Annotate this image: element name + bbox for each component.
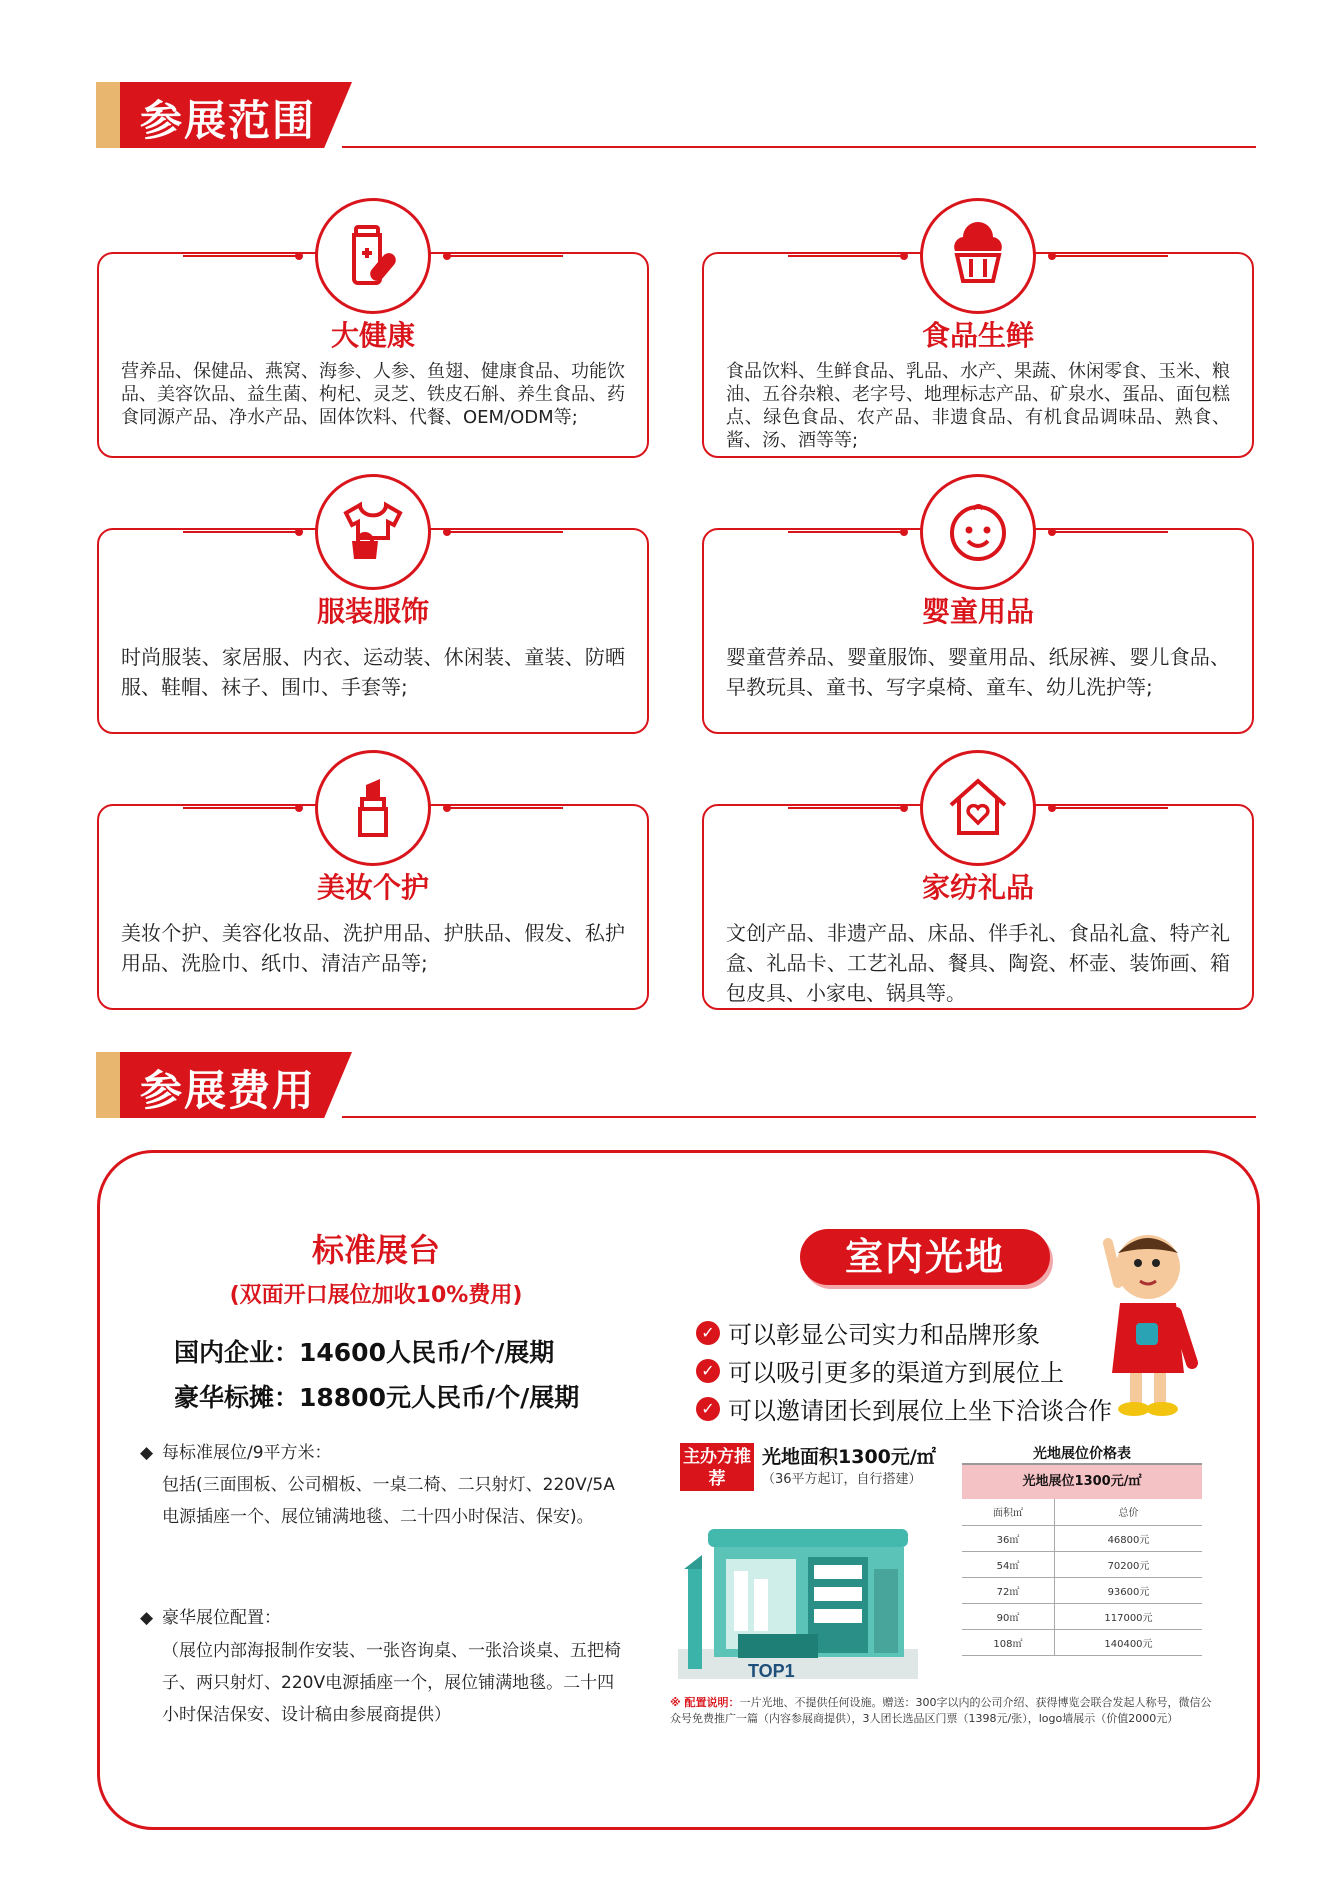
category-icon-food — [920, 198, 1036, 314]
price-table — [962, 1443, 1202, 1656]
medicine-icon — [338, 221, 408, 291]
category-icon-baby — [920, 474, 1036, 590]
table-row — [962, 1499, 1202, 1525]
feature-item — [696, 1353, 1064, 1388]
category-desc: 文创产品、非遗产品、床品、伴手礼、食品礼盒、特产礼盒、礼品卡、工艺礼品、餐具、陶瓷、杯壶、装饰画、箱包皮具、小家电、锅具等。 — [726, 921, 1230, 1005]
price-table-header: 光地展位1300元/㎡ — [962, 1465, 1202, 1499]
header-underline — [342, 1116, 1256, 1118]
col-header-total: 总价 — [1054, 1499, 1202, 1525]
cell-area: 90㎡ — [962, 1603, 1054, 1629]
config-note-text: 一片光地、不提供任何设施。赠送：300字以内的公司介绍、获得博览会联合发起人称号，微信公众号免费推广一篇（内容参展商提供），3人团长选品区门票（1398元/张），logo墙展示（价值2000元） — [670, 1696, 1212, 1725]
check-icon: ✓ — [696, 1359, 720, 1383]
indoor-title-pill: 室内光地 — [800, 1229, 1050, 1285]
bullet-title: 每标准展位/9平方米： — [162, 1443, 332, 1463]
standard-booth-title: 标准展台 — [311, 1231, 440, 1269]
cell-area: 36㎡ — [962, 1525, 1054, 1551]
booth-illustration — [678, 1499, 924, 1689]
category-desc: 美妆个护、美容化妆品、洗护用品、护肤品、假发、私护用品、洗脸巾、纸巾、清洁产品等; — [121, 921, 625, 975]
house-heart-icon — [943, 773, 1013, 843]
area-price-note: （36平方起订，自行搭建） — [762, 1472, 922, 1487]
category-name: 婴童用品 — [921, 595, 1034, 628]
price-luxury: 豪华标摊：18800元人民币/个/展期 — [174, 1383, 580, 1412]
mascot-figure — [1090, 1223, 1200, 1423]
clothing-icon — [338, 497, 408, 567]
check-icon: ✓ — [696, 1321, 720, 1345]
category-icon-beauty — [315, 750, 431, 866]
feature-item — [696, 1391, 1112, 1426]
feature-text: 可以彰显公司实力和品牌形象 — [728, 1321, 1040, 1349]
feature-text: 可以邀请团长到展位上坐下洽谈合作 — [728, 1397, 1112, 1425]
cell-total: 140400元 — [1054, 1629, 1202, 1655]
category-name: 大健康 — [330, 319, 415, 352]
section-title: 参展范围 — [140, 96, 317, 145]
cell-area: 54㎡ — [962, 1551, 1054, 1577]
section-header-scope — [96, 82, 1256, 148]
category-name: 服装服饰 — [316, 595, 429, 628]
section-title: 参展费用 — [140, 1066, 317, 1115]
feature-text: 可以吸引更多的渠道方到展位上 — [728, 1359, 1064, 1387]
category-desc: 婴童营养品、婴童服饰、婴童用品、纸尿裤、婴儿食品、早教玩具、童书、写字桌椅、童车、幼儿洗护等; — [726, 645, 1230, 699]
category-icon-apparel — [315, 474, 431, 590]
bullet-standard-body: 包括(三面围板、公司楣板、一桌二椅、二只射灯、220V/5A电源插座一个、展位铺满地毯、二十四小时保洁、保安)。 — [162, 1475, 615, 1527]
baby-face-icon — [943, 497, 1013, 567]
price-table-grid — [962, 1499, 1202, 1656]
cell-total: 70200元 — [1054, 1551, 1202, 1577]
col-header-area: 面积㎡ — [962, 1499, 1054, 1525]
category-icon-home — [920, 750, 1036, 866]
cell-total: 46800元 — [1054, 1525, 1202, 1551]
category-name: 家纺礼品 — [921, 871, 1034, 904]
table-row — [962, 1577, 1202, 1603]
table-row — [962, 1603, 1202, 1629]
header-underline — [342, 146, 1256, 148]
bullet-luxury — [140, 1603, 281, 1634]
booth-label: TOP1 — [748, 1661, 795, 1681]
config-note — [670, 1695, 1220, 1727]
cupcake-icon — [943, 221, 1013, 291]
category-desc: 营养品、保健品、燕窝、海参、人参、鱼翅、健康食品、功能饮品、美容饮品、益生菌、枸杞、灵芝、铁皮石斛、养生食品、药食同源产品、净水产品、固体饮料、代餐、OEM/ODM等; — [121, 361, 625, 428]
cell-area: 72㎡ — [962, 1577, 1054, 1603]
diamond-bullet-icon: ◆ — [140, 1443, 154, 1463]
category-name: 美妆个护 — [316, 871, 429, 904]
check-icon: ✓ — [696, 1397, 720, 1421]
area-price-title: 光地面积1300元/㎡ — [762, 1446, 936, 1468]
category-desc: 食品饮料、生鲜食品、乳品、水产、果蔬、休闲零食、玉米、粮油、五谷杂粮、老字号、地理标志产品、矿泉水、蛋品、面包糕点、绿色食品、农产品、非遗食品、有机食品调味品、熟食、酱、汤、酒等等; — [726, 361, 1230, 451]
section-header-fees — [96, 1052, 1256, 1118]
cell-total: 93600元 — [1054, 1577, 1202, 1603]
price-domestic: 国内企业：14600人民币/个/展期 — [174, 1338, 555, 1367]
category-name: 食品生鲜 — [921, 319, 1034, 352]
table-row — [962, 1551, 1202, 1577]
cell-total: 117000元 — [1054, 1603, 1202, 1629]
category-desc: 时尚服装、家居服、内衣、运动装、休闲装、童装、防晒服、鞋帽、袜子、围巾、手套等; — [121, 645, 625, 699]
bullet-luxury-body: （展位内部海报制作安装、一张咨询桌、一张洽谈桌、五把椅子、两只射灯、220V电源插座一个，展位铺满地毯。二十四小时保洁保安、设计稿由参展商提供） — [162, 1641, 621, 1725]
organizer-recommend-badge: 主办方推荐 — [680, 1443, 754, 1491]
bullet-standard — [140, 1438, 332, 1469]
standard-booth-subtitle: (双面开口展位加收10%费用) — [229, 1283, 523, 1308]
price-table-title: 光地展位价格表 — [962, 1443, 1202, 1465]
cell-area: 108㎡ — [962, 1629, 1054, 1655]
category-icon-health — [315, 198, 431, 314]
lipstick-icon — [338, 773, 408, 843]
table-row — [962, 1629, 1202, 1655]
bullet-title: 豪华展位配置： — [162, 1608, 281, 1628]
diamond-bullet-icon: ◆ — [140, 1608, 154, 1628]
feature-item — [696, 1315, 1040, 1350]
config-note-label: ※ 配置说明： — [670, 1696, 740, 1709]
table-row — [962, 1525, 1202, 1551]
fees-panel — [97, 1150, 1260, 1830]
